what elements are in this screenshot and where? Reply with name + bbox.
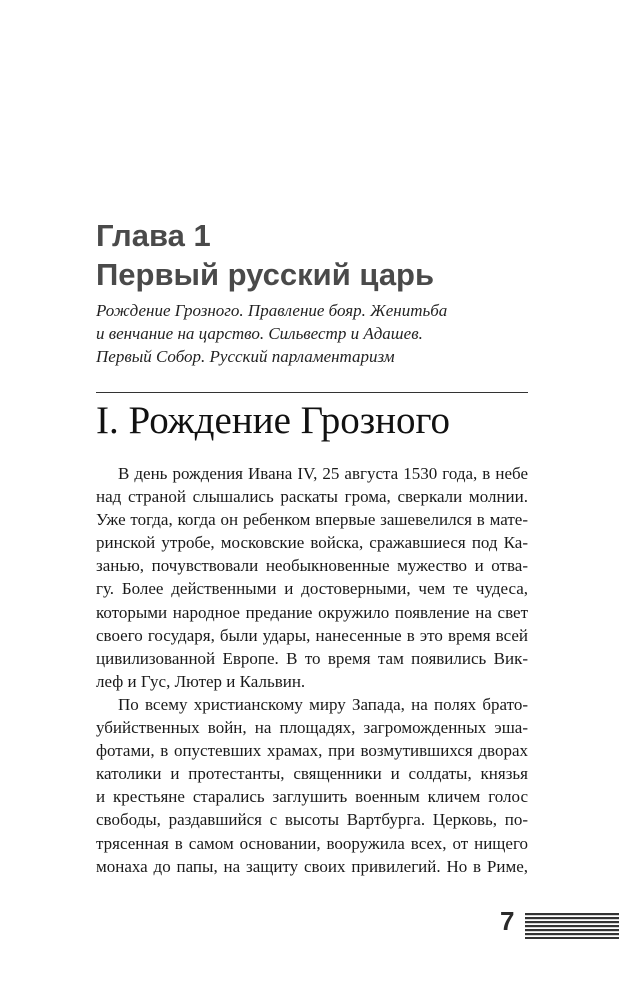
section-divider (96, 392, 528, 393)
paragraph-1 (96, 462, 528, 693)
subtitle-line: и венчание на царство. Сильвестр и Адашев. (96, 324, 423, 343)
body-text (96, 462, 528, 878)
text-line: и крестьяне старались заглушить военным кличем голос (96, 787, 528, 807)
text-line: Уже тогда, когда он ребенком впервые зашевелился в мате- (96, 510, 528, 530)
subtitle-line: Первый Собор. Русский парламентаризм (96, 347, 395, 366)
paragraph-2 (96, 693, 528, 878)
text-line: которыми народное предание окружило появление на свет (96, 602, 528, 622)
page-stripes-decoration (525, 913, 619, 939)
text-line: трясенная в самом основании, вооружила всех, от нищего (96, 833, 528, 853)
page-number: 7 (500, 906, 515, 936)
chapter-heading (96, 216, 536, 294)
text-line: По всему христианскому миру Запада, на полях брато- (118, 694, 528, 714)
text-line: В день рождения Ивана IV, 25 августа 1530 года, в небе (118, 464, 528, 483)
text-line: занью, почувствовали необыкновенные мужество и отва- (96, 556, 528, 576)
text-line: гу. Более действенными и достоверными, чем те чудеса, (96, 579, 528, 599)
text-line: леф и Гус, Лютер и Кальвин. (96, 671, 306, 691)
text-line: над страной слышались раскаты грома, сверкали молнии. (96, 487, 528, 507)
chapter-subtitle (96, 299, 536, 368)
subtitle-line: Рождение Грозного. Правление бояр. Женитьба (96, 301, 448, 320)
text-line: монаха до папы, на защиту своих привилегий. Но в Риме, (96, 856, 528, 876)
text-line: католики и протестанты, священники и солдаты, князья (96, 764, 528, 784)
text-line: цивилизованной Европе. В то время там появились Вик- (96, 648, 528, 668)
text-line: ринской утробе, московские войска, сражавшиеся под Ка- (96, 533, 528, 553)
text-line: своего государя, были удары, нанесенные в это время всей (96, 625, 528, 645)
text-line: свободы, раздавшийся с высоты Вартбурга. Церковь, по- (96, 810, 528, 830)
text-line: фотами, в опустевших храмах, при возмутившихся дворах (96, 741, 528, 761)
chapter-label: Глава 1 (96, 218, 211, 253)
chapter-title: Первый русский царь (96, 257, 435, 292)
section-title: I. Рождение Грозного (96, 399, 451, 442)
text-line: убийственных войн, на площадях, загроможденных эша- (96, 718, 528, 738)
